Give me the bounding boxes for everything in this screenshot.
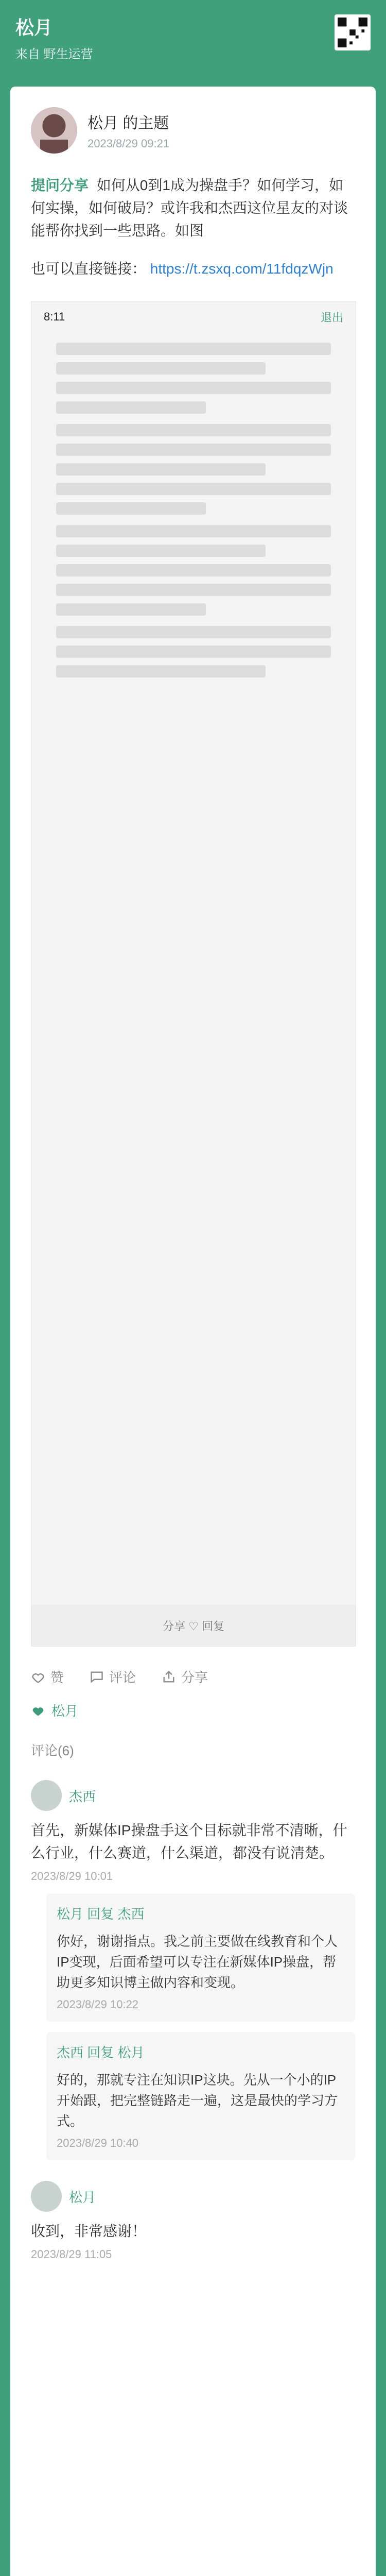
post-link-line	[31, 258, 355, 280]
avatar-graphic	[31, 107, 77, 154]
text-line	[56, 401, 206, 414]
reply-item	[46, 2032, 355, 2160]
post-header	[31, 107, 355, 154]
text-line	[56, 545, 266, 557]
question-tag[interactable]: 提问分享	[31, 177, 89, 193]
text-line	[56, 626, 331, 638]
comment-item	[31, 2181, 355, 2261]
comment-author[interactable]: 杰西	[69, 1788, 96, 1804]
text-line	[56, 483, 331, 495]
screenshot-paragraph	[44, 626, 343, 677]
screenshot-time: 8:11	[44, 310, 65, 323]
screenshot-paragraph	[44, 525, 343, 616]
share-icon	[162, 1670, 176, 1684]
comment-button[interactable]	[90, 1667, 136, 1686]
text-line	[56, 584, 331, 596]
comment-body: 首先，新媒体IP操盘手这个目标就非常不清晰，什么行业，什么赛道，什么渠道，都没有说清楚。	[31, 1822, 347, 1861]
reply-time: 2023/8/29 10:40	[57, 2137, 139, 2149]
comment-item	[31, 1780, 355, 2160]
comment-author[interactable]: 松月	[69, 2189, 96, 2205]
post-screenshot[interactable]	[31, 301, 356, 1647]
reply-body: 好的，那就专注在知识IP这块。先从一个小的IP开始跟，把完整链路走一遍，这是最快的学习方式。	[57, 2072, 338, 2129]
comment-time: 2023/8/29 11:05	[31, 2248, 112, 2261]
like-label: 赞	[50, 1670, 64, 1685]
text-line	[56, 343, 331, 355]
reply-item	[46, 1893, 355, 2022]
post-link[interactable]: https://t.zsxq.com/11fdqzWjn	[150, 261, 334, 277]
question-text: 如何从0到1成为操盘手？如何学习，如何实操，如何破局？或许我和杰西这位星友的对谈能帮你找到一些思路。如图	[31, 177, 348, 239]
comment-time: 2023/8/29 10:01	[31, 1870, 113, 1883]
post-author-block	[77, 110, 169, 150]
comment-label: 评论	[109, 1670, 136, 1685]
comment-header	[31, 2181, 355, 2212]
share-button[interactable]	[162, 1667, 208, 1686]
text-line	[56, 525, 331, 537]
text-line	[56, 665, 266, 677]
likers-text[interactable]: 松月	[51, 1703, 79, 1719]
comment-header	[31, 1780, 355, 1811]
post-author-line: 松月 的主题	[87, 115, 169, 132]
like-button[interactable]	[31, 1667, 64, 1686]
screenshot-exit: 退出	[320, 311, 343, 324]
heart-icon	[31, 1703, 45, 1718]
like-icon	[31, 1670, 45, 1684]
reply-author[interactable]: 杰西 回复 松月	[57, 2045, 145, 2060]
avatar[interactable]	[31, 1780, 62, 1811]
text-line	[56, 502, 206, 515]
link-prefix: 也可以直接链接：	[31, 261, 147, 277]
text-line	[56, 362, 266, 375]
screenshot-paragraph	[44, 424, 343, 515]
reply-body: 你好，谢谢指点。我之前主要做在线教育和个人IP变现，后面希望可以专注在新媒体IP操盘，帮助更多知识博主做内容和变现。	[57, 1934, 338, 1990]
source-subtitle: 来自 野生运营	[15, 47, 93, 61]
post-date: 2023/8/29 09:21	[87, 137, 170, 150]
comments-title: 评论(6)	[31, 1743, 74, 1758]
comment-body: 收到，非常感谢！	[31, 2223, 147, 2239]
avatar[interactable]	[31, 2181, 62, 2212]
text-line	[56, 603, 206, 616]
post-actions	[31, 1667, 355, 1686]
avatar[interactable]	[31, 107, 77, 154]
share-label: 分享	[181, 1670, 208, 1685]
post-card	[10, 87, 376, 2576]
text-line	[56, 444, 331, 456]
author-name: 松月	[15, 17, 53, 38]
screenshot-topbar	[31, 301, 356, 332]
post-question	[31, 174, 355, 242]
qr-code-graphic	[338, 18, 367, 47]
comment-icon	[90, 1670, 104, 1684]
header	[0, 0, 386, 77]
reply-author[interactable]: 松月 回复 杰西	[57, 1906, 145, 1922]
text-line	[56, 463, 266, 476]
text-line	[56, 382, 331, 394]
screenshot-paragraph	[44, 343, 343, 414]
text-line	[56, 424, 331, 436]
likers-row	[31, 1701, 355, 1720]
qr-code-icon[interactable]	[335, 14, 371, 50]
text-line	[56, 646, 331, 658]
screenshot-footer: 分享 ♡ 回复	[31, 1605, 356, 1646]
text-line	[56, 564, 331, 577]
reply-time: 2023/8/29 10:22	[57, 1998, 139, 2011]
